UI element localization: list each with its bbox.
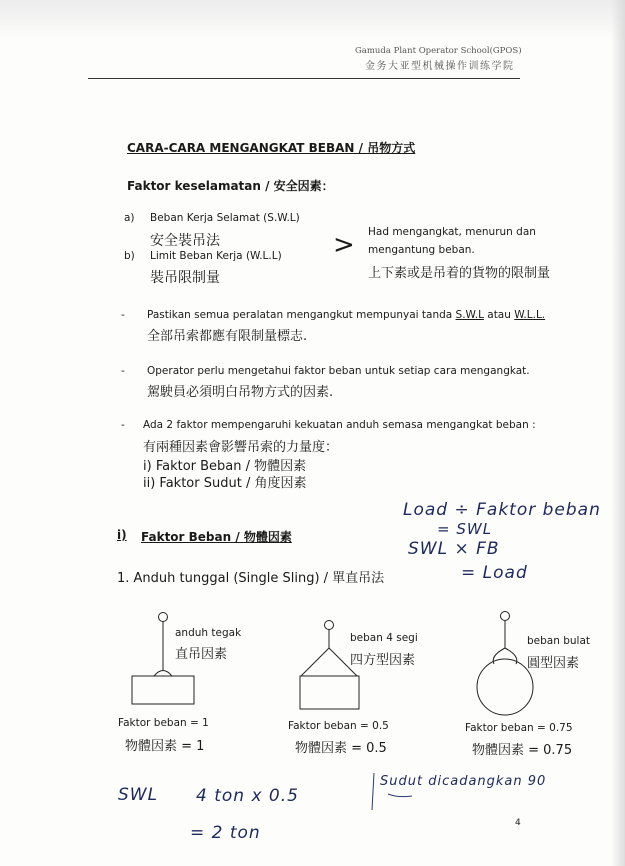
item-b-chinese: 裝吊限制量 [150,270,220,286]
note-line-1: Had mengangkat, menurun dan [368,226,536,238]
handwritten-formula-3: SWL × FB [408,539,500,559]
fig1-factor-chinese: 物體因素 = 1 [125,739,205,754]
fig1-label-chinese: 直吊因素 [175,647,228,662]
section-subtitle: Faktor keselamatan / 安全因素： [127,179,334,193]
item-b-malay: Limit Beban Kerja (W.L.L) [150,250,282,262]
factor-list-ii: ii) Faktor Sudut / 角度因素 [143,476,307,491]
round-load-sling-diagram [477,612,533,716]
fig2-label-chinese: 四方型因素 [350,653,416,668]
item-a-marker: a) [124,212,135,224]
item-a-chinese: 安全裝吊法 [150,233,220,249]
handwritten-formula-2: = SWL [437,520,493,538]
fig3-label-chinese: 圓型因素 [527,656,580,671]
fig1-label: anduh tegak [175,627,242,639]
bullet-1-chinese: 全部吊索都應有限制量標志. [147,329,308,344]
school-name-en: Gamuda Plant Operator School(GPOS) [355,46,522,56]
handwritten-calc-swl: SWL [118,785,159,805]
fig2-factor-chinese: 物體因素 = 0.5 [295,741,387,756]
page-title: CARA-CARA MENGANGKAT BEBAN / 吊物方式 [127,141,416,155]
item-a-malay: Beban Kerja Selamat (S.W.L) [150,212,300,224]
fig2-label: beban 4 segi [350,632,418,644]
greater-than-icon: > [333,230,355,260]
item-1-single-sling: 1. Anduh tunggal (Single Sling) / 單直吊法 [117,571,385,586]
fig1-factor: Faktor beban = 1 [118,717,209,729]
handwritten-angle-note: Sudut dicadangkan 90 [380,774,547,789]
bullet-1-dash: - [121,309,125,321]
factor-list-i: i) Faktor Beban / 物體因素 [143,459,307,474]
handwritten-calc-result: = 2 ton [190,823,261,843]
fig3-factor: Faktor beban = 0.75 [465,722,573,734]
fig3-factor-chinese: 物體因素 = 0.75 [472,743,573,758]
fig3-label: beban bulat [527,635,591,647]
section-marker: i) [117,528,127,542]
bullet-2-dash: - [121,365,125,377]
bullet-3-text: Ada 2 faktor mempengaruhi kekuatan anduh semasa mengangkat beban : [143,419,536,431]
handwritten-formula-1: Load ÷ Faktor beban [403,500,601,520]
bullet-2-text: Operator perlu mengetahui faktor beban untuk setiap cara mengangkat. [147,365,530,377]
handwritten-formula-4: = Load [461,563,528,583]
handwritten-calc-step: 4 ton x 0.5 [196,786,299,806]
fig2-factor: Faktor beban = 0.5 [288,720,389,732]
note-line-2: mengantung beban. [368,244,475,256]
school-name-zh: 金务大亚型机械操作训练学院 [365,61,515,72]
note-chinese: 上下素或是吊着的貨物的限制量 [368,266,551,281]
bullet-3-chinese: 有兩種因素會影響吊索的力量度： [143,440,339,455]
section-heading: Faktor Beban / 物體因素 [141,530,292,544]
item-b-marker: b) [124,250,135,262]
bullet-3-dash: - [121,419,125,431]
page-number: 4 [515,818,521,828]
bullet-2-chinese: 駕駛員必須明白吊物方式的因素. [147,385,334,400]
bullet-1-text: Pastikan semua peralatan mengangkut mempunyai tanda S.W.L atau W.L.L. [147,309,546,321]
